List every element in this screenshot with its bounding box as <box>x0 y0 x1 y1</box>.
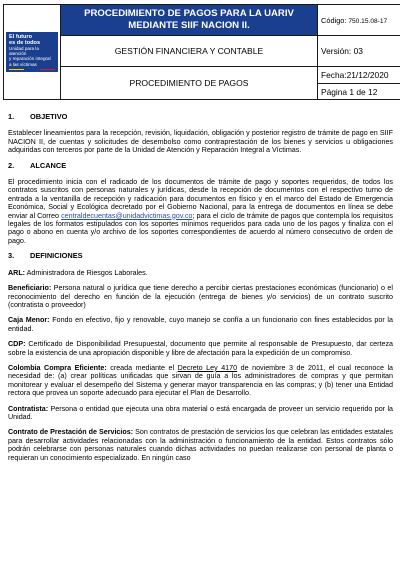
logo-org-3: a las víctimas <box>9 61 37 67</box>
logo-tagline-1: El futuro <box>9 34 32 40</box>
logo-cell <box>4 5 61 100</box>
page-number: Página 1 de 12 <box>318 84 400 100</box>
objective-paragraph: Establecer lineamientos para la recepción, revisión, liquidación, obligación y posterior registro de trámite de pago en SIIF NACION II, de cuentas y solicitudes de desembolso como contraprestación de los bienes y servicios u obligaciones adquiridas con terceros por parte de la Unidad de Atención y Reparación Integral a Víctimas. <box>8 129 393 155</box>
logo-tagline-2: es de todos <box>9 40 41 46</box>
document-version: Versión: 03 <box>318 36 400 67</box>
definition-contratista: Contratista: Persona o entidad que ejecuta una obra material o está encargada de proveer un servicio requerido por la Unidad. <box>8 404 393 421</box>
document-header-table <box>3 4 400 100</box>
process-name: GESTIÓN FINANCIERA Y CONTABLE <box>61 36 318 67</box>
colombia-flag-icon <box>9 69 55 70</box>
scope-paragraph: El procedimiento inicia con el radicado de los documentos de trámite de pago y soportes requeridos, de todos los contratos suscritos con personas naturales y jurídicas, desde la recepción de documentos con el respectivo turno de entrada a la ventanilla de recepción y radicación para documentos en físico y en el marco del Estado de Emergencia Económica, Social y Ecológica decretado por el Gobierno Nacional, para la entrega de documentos en línea se debe enviar al Correo centraldecuentas@unidadvictimas.gov.co; para el ciclo de trámite de pagos que contempla los requisitos legales de los formatos estipulados con los soportes mínimos requeridos para cada uno de los pagos y finaliza con el pago o abono en cuenta y/o archivo de los soportes correspondientes de acuerdo al número consecutivo de orden de pago. <box>8 178 394 245</box>
institution-logo <box>4 5 60 99</box>
email-link[interactable]: centraldecuentas@unidadvictimas.gov.co <box>61 211 193 220</box>
definition-contrato-prestacion-servicios: Contrato de Prestación de Servicios: Son contratos de prestación de servicios los que celebran las entidades estatales para desarrollar actividades relacionadas con la administración o funcionamiento de la entidad. Estos contratos sólo podrán celebrarse con personas naturales cuando dichas actividades no puedan realizarse con personal de planta o requieran un conocimiento especializado. En ningún caso <box>8 428 393 462</box>
definition-beneficiario: Beneficiario: Persona natural o jurídica que tiene derecho a percibir ciertas prestaciones económicas (funcionario) o el reconocimiento del derecho en función de la ejecución (entrega de bienes y/o servicios) de un contrato suscrito (contratista o proveedor) <box>8 284 393 309</box>
document-code <box>318 5 400 36</box>
document-title: PROCEDIMIENTO DE PAGOS PARA LA UARIV MEDIANTE SIIF NACION II. <box>61 5 318 36</box>
section-heading-objective: 1. OBJETIVO <box>8 112 68 121</box>
definition-arl: ARL: Administradora de Riesgos Laborales. <box>8 268 148 277</box>
procedure-name: PROCEDIMIENTO DE PAGOS <box>61 67 318 100</box>
decree-link[interactable]: Decreto Ley 4170 <box>177 363 238 372</box>
logo-org-1: Unidad para la atención <box>9 46 39 57</box>
document-body <box>8 106 393 469</box>
code-label: Código: <box>321 15 347 25</box>
definition-caja-menor: Caja Menor: Fondo en efectivo, fijo y renovable, cuyo manejo se confía a un funcionario con fines establecidos por la entidad. <box>8 316 393 333</box>
definition-colombia-compra-eficiente: Colombia Compra Eficiente: creada mediante el Decreto Ley 4170 de noviembre 3 de 2011, el cual reconoce la necesidad de: (a) crear políticas unificadas que sirvan de guía a los administradores de compras y que permitan monitorear y evaluar el desempeño del Sistema y generar mayor transparencia en las compras; y (b) tener una Entidad rectora que provea un soporte adecuado para ejecutar el Plan de Desarrollo. <box>8 363 394 398</box>
section-heading-scope: 2. ALCANCE <box>8 160 67 170</box>
logo-org-2: y reparación integral <box>9 56 51 62</box>
section-heading-definitions: 3. DEFINICIONES <box>8 251 83 261</box>
definition-cdp: CDP: Certificado de Disponibilidad Presupuestal, documento que permite al responsable de Presupuesto, dar certeza sobre la existencia de una apropiación disponible y libre de afectación para la expedición de un compromiso. <box>8 340 393 357</box>
document-date: Fecha:21/12/2020 <box>318 67 400 84</box>
code-value: 750.15.08-17 <box>348 17 388 25</box>
